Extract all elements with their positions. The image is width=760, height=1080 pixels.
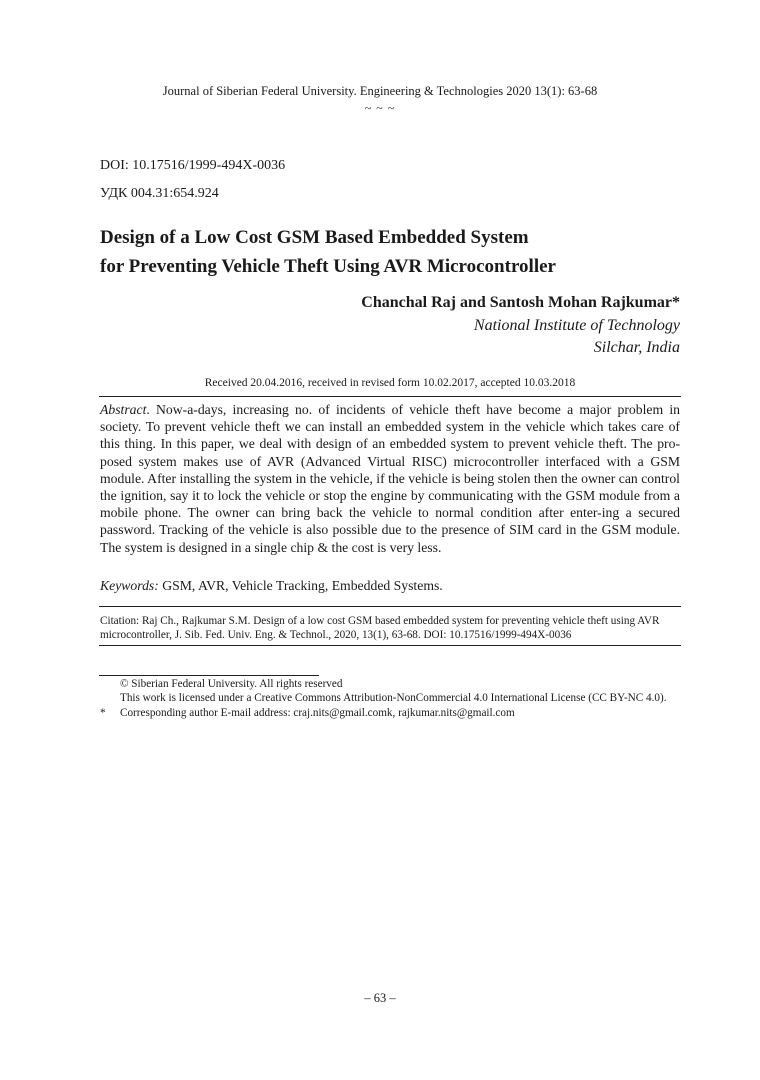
corresponding-author-note: Corresponding author E-mail address: craj.nits@gmail.comk, rajkumar.nits@gmail.com <box>120 707 515 719</box>
abstract <box>100 401 680 556</box>
divider-top <box>99 396 681 397</box>
abstract-text: . Now-a-days, increasing no. of incidents of vehicle theft have become a major problem in society. To prevent vehicle theft we can install an embedded system in the vehicle which takes care of this thing. In this paper, we deal with design of an embedded system to prevent vehicle theft. The pro-posed system makes use of AVR (Advanced Virtual RISC) microcontroller interfaced with a GSM module. After installing the system in the vehicle, if the vehicle is being stolen then the owner can control the ignition, say it to lock the vehicle or stop the engine by communicating with the GSM module from a mobile phone. The owner can bring back the vehicle to normal condition after enter-ing a secured password. Tracking of the vehicle is also possible due to the presence of SIM card in the GSM module. The system is designed in a single chip & the cost is very less. <box>100 402 680 555</box>
license-note: This work is licensed under a Creative Commons Attribution-NonCommercial 4.0 International License (CC BY-NC 4.0). <box>120 692 667 704</box>
abstract-label: Abstract <box>100 402 147 417</box>
divider-citation-bottom <box>99 645 681 646</box>
affiliation-line-1: National Institute of Technology <box>473 317 680 334</box>
article-title <box>100 223 660 281</box>
footnote-divider <box>99 675 319 676</box>
title-line-2: for Preventing Vehicle Theft Using AVR Microcontroller <box>100 256 556 277</box>
affiliation-line-2: Silchar, India <box>593 339 680 356</box>
keywords <box>100 578 680 594</box>
divider-citation-top <box>99 606 681 607</box>
authors: Chanchal Raj and Santosh Mohan Rajkumar* <box>361 294 680 311</box>
page-number: – 63 – <box>364 991 396 1005</box>
keywords-text: GSM, AVR, Vehicle Tracking, Embedded Systems. <box>158 578 443 593</box>
journal-header: Journal of Siberian Federal University. Engineering & Technologies 2020 13(1): 63-68 <box>162 84 598 98</box>
keywords-label: Keywords: <box>100 578 159 593</box>
citation: Citation: Raj Ch., Rajkumar S.M. Design of a low cost GSM based embedded system for preventing vehicle theft using AVR microcontroller, J. Sib. Fed. Univ. Eng. & Technol., 2020, 13(1), 63-68. DOI: 10.17516/1999-494X-0036 <box>100 615 660 641</box>
copyright-note: © Siberian Federal University. All rights reserved <box>120 678 343 690</box>
title-line-1: Design of a Low Cost GSM Based Embedded System <box>100 227 529 248</box>
udk-code: УДК 004.31:654.924 <box>100 186 219 201</box>
received-dates: Received 20.04.2016, received in revised form 10.02.2017, accepted 10.03.2018 <box>204 377 576 389</box>
doi: DOI: 10.17516/1999-494X-0036 <box>100 158 286 173</box>
header-ornament: ~ ~ ~ <box>364 101 396 115</box>
footnote-star: * <box>100 707 106 719</box>
